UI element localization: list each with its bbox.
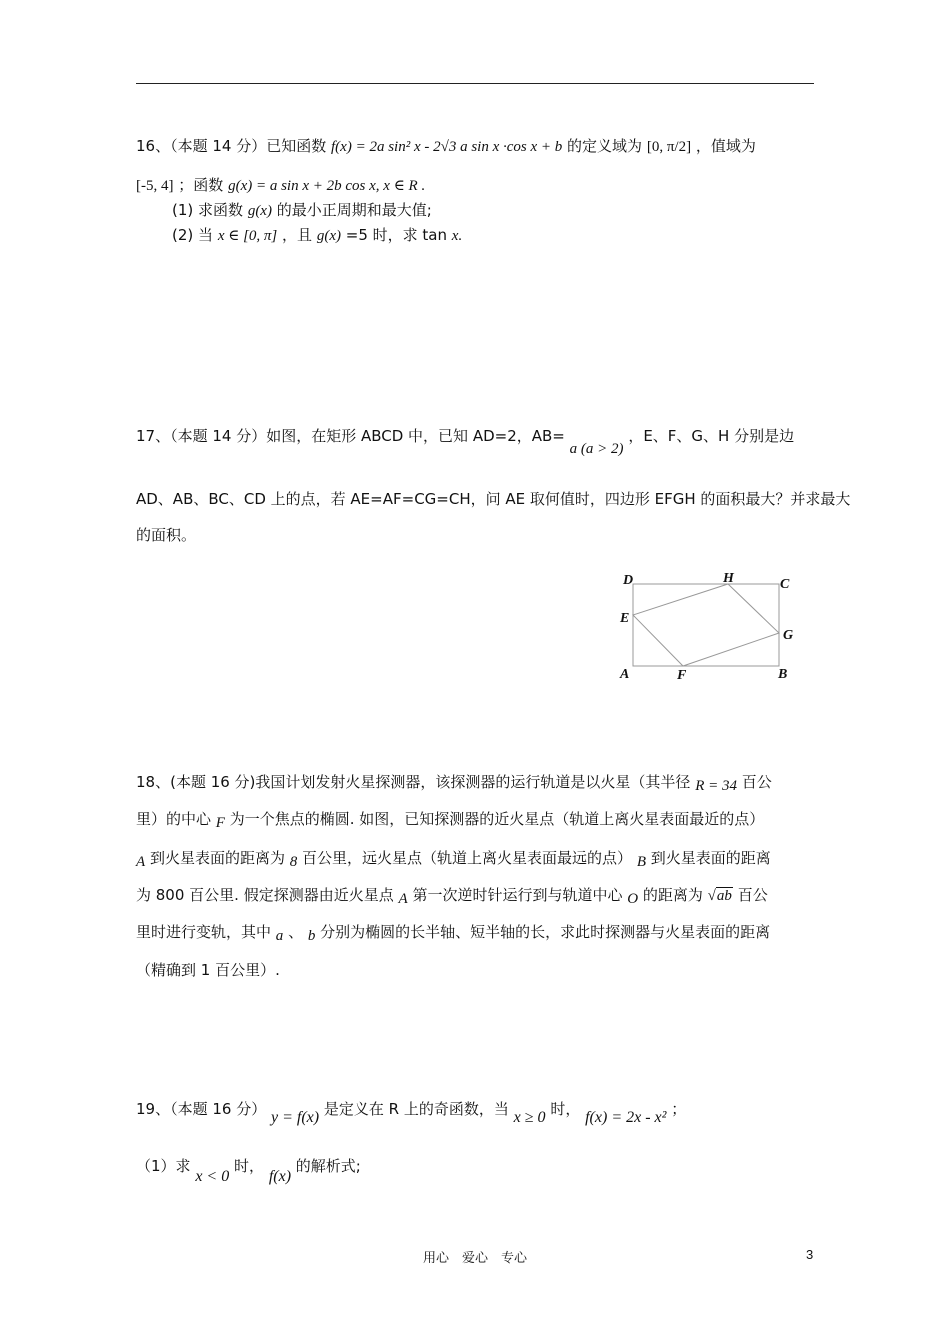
problem-18-line-3: A 到火星表面的距离为 8 百公里，远火星点（轨道上离火星表面最远的点） B 到火星表面的距离: [136, 849, 771, 870]
problem-18-line-1: 18、(本题 16 分)我国计划发射火星探测器，该探测器的运行轨道是以火星（其半径 R = 34 百公: [136, 773, 772, 794]
problem-17-line-3: 的面积。: [136, 526, 197, 544]
header-rule: [136, 83, 814, 84]
footer-motto: 用心 爱心 专心: [422, 1251, 527, 1266]
label-C: C: [780, 577, 790, 592]
problem-19-line-1: 19、（本题 16 分） y = f(x) 是定义在 R 上的奇函数，当 x ≥ 0 时， f(x) = 2x - x² ；: [136, 1100, 687, 1126]
label-B: B: [778, 667, 788, 682]
problem-16-line-1: 16、（本题 14 分）已知函数 f(x) = 2a sin² x - 2√3 a sin x ·cos x + b 的定义域为 [0, π/2] ，值域为: [136, 137, 756, 155]
problem-17-line-1: 17、（本题 14 分）如图，在矩形 ABCD 中，已知 AD=2，AB= a (a > 2) ，E、F、G、H 分别是边: [136, 427, 795, 457]
problem-18-line-6: （精确到 1 百公里）.: [136, 961, 280, 979]
f-definition: f(x) = 2a sin² x - 2√3 a sin x ·cos x + b: [331, 139, 563, 155]
rectangle-efgh-figure: [610, 566, 810, 686]
rectangle-abcd: [633, 584, 779, 666]
range-interval: [-5, 4]: [136, 178, 174, 194]
label-E: E: [620, 611, 630, 626]
problem-16-question-1: (1) 求函数 g(x) 的最小正周期和最大值;: [172, 201, 432, 219]
domain-interval: [0, π/2]: [646, 139, 692, 155]
g-definition: g(x) = a sin x + 2b cos x, x ∈ R .: [228, 178, 426, 194]
problem-18-line-2: 里）的中心 F 为一个焦点的椭圆. 如图，已知探测器的近火星点（轨道上离火星表面最近的点）: [136, 810, 765, 831]
problem-19-question-1: （1）求 x < 0 时， f(x) 的解析式;: [136, 1157, 361, 1185]
quadrilateral-efgh: [633, 584, 779, 666]
problem-18-line-4: 为 800 百公里. 假定探测器由近火星点 A 第一次逆时针运行到与轨道中心 O 的距离为 √ab 百公: [136, 886, 768, 907]
label-D: D: [623, 573, 634, 588]
label-H: H: [723, 571, 734, 586]
problem-17-line-2: AD、AB、BC、CD 上的点，若 AE=AF=CG=CH，问 AE 取何值时，四边形 EFGH 的面积最大？并求最大: [136, 490, 851, 508]
problem-16-line-2: [-5, 4] ；函数 g(x) = a sin x + 2b cos x, x ∈ R .: [136, 176, 426, 194]
problem-16-question-2: (2) 当 x ∈ [0, π] ，且 g(x) =5 时，求 tan x.: [172, 226, 463, 244]
sqrt-ab: √ab: [707, 888, 732, 904]
label-G: G: [783, 628, 794, 643]
page-number: 3: [806, 1247, 814, 1262]
label-F: F: [677, 668, 687, 683]
problem-18-line-5: 里时进行变轨，其中 a 、 b 分别为椭圆的长半轴、短半轴的长，求此时探测器与火星表面的距离: [136, 923, 771, 944]
label-A: A: [620, 667, 630, 682]
ab-expression: a (a > 2): [569, 441, 624, 457]
